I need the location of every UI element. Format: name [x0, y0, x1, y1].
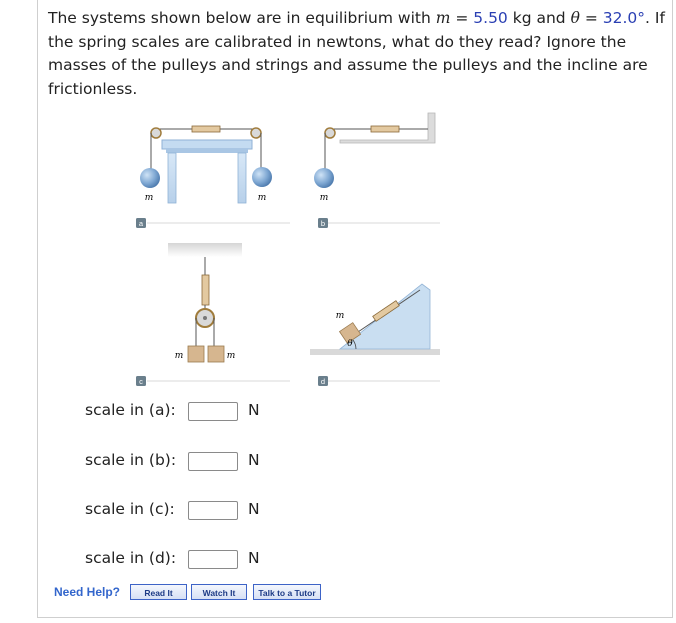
need-help-label: Need Help?: [54, 585, 121, 599]
mass-ball: [140, 168, 160, 188]
mass-ball: [252, 167, 272, 187]
panel-label-b: b: [320, 219, 326, 228]
answer-input-d[interactable]: [188, 550, 238, 569]
pulley: [151, 128, 161, 138]
pulley: [251, 128, 261, 138]
question-text: [48, 7, 668, 101]
mass-value: 5.50: [473, 9, 508, 27]
table-leg: [238, 153, 246, 203]
mass-symbol: m: [435, 9, 451, 27]
answer-row-a: [85, 400, 285, 424]
mass-block: [208, 346, 224, 362]
read-it-button[interactable]: Read It: [130, 584, 187, 600]
pulley-axle: [203, 316, 207, 320]
equals-sign: =: [450, 9, 474, 27]
equals-sign: =: [579, 9, 603, 27]
spring-scale-b: [371, 126, 399, 132]
answer-unit-d: N: [248, 549, 260, 567]
ceiling: [168, 243, 242, 257]
mass-label: m: [257, 193, 267, 203]
mass-ball: [314, 168, 334, 188]
mass-block: [188, 346, 204, 362]
answer-unit-a: N: [248, 401, 260, 419]
panel-a-diagram: [140, 126, 272, 203]
panel-b-diagram: [314, 113, 435, 203]
question-intro: The systems shown below are in equilibrium with: [48, 9, 431, 27]
panel-label-a: a: [138, 219, 144, 228]
answer-input-b[interactable]: [188, 452, 238, 471]
angle-value: 32.0°: [602, 9, 646, 27]
panel-label-d: d: [320, 377, 326, 386]
mass-label: m: [335, 311, 345, 321]
answer-input-a[interactable]: [188, 402, 238, 421]
answer-unit-b: N: [248, 451, 260, 469]
mass-label: m: [226, 351, 236, 361]
pulley: [325, 128, 335, 138]
talk-to-tutor-button[interactable]: Talk to a Tutor: [253, 584, 321, 600]
answer-label-a: scale in (a):: [85, 401, 176, 419]
answer-input-c[interactable]: [188, 501, 238, 520]
theta-symbol: θ: [570, 9, 580, 27]
mass-label: m: [319, 193, 329, 203]
answer-row-d: [85, 548, 285, 572]
answer-label-c: scale in (c):: [85, 500, 175, 518]
answer-row-c: [85, 499, 285, 523]
table-top: [162, 140, 252, 149]
answer-label-b: scale in (b):: [85, 451, 177, 469]
physics-figure: [120, 108, 450, 398]
mass-label: m: [144, 193, 154, 203]
watch-it-button[interactable]: Watch It: [191, 584, 247, 600]
answer-label-d: scale in (d):: [85, 549, 177, 567]
angle-label: θ: [347, 339, 353, 349]
question-rest: . If the spring scales are calibrated in newtons, what do they read? Ignore the masses of the pulleys and strings and assume the pulleys and the incline are frictionless.: [48, 9, 665, 98]
answer-unit-c: N: [248, 500, 260, 518]
table-apron: [166, 149, 248, 153]
spring-scale-c: [202, 275, 209, 305]
mass-label: m: [174, 351, 184, 361]
panel-c-diagram: [168, 243, 242, 362]
panel-d-diagram: [310, 284, 440, 355]
panel-label-c: c: [139, 377, 143, 386]
mass-unit: kg and: [507, 9, 571, 27]
table-leg: [168, 153, 176, 203]
floor: [310, 349, 440, 355]
spring-scale-a: [192, 126, 220, 132]
answer-row-b: [85, 450, 285, 474]
